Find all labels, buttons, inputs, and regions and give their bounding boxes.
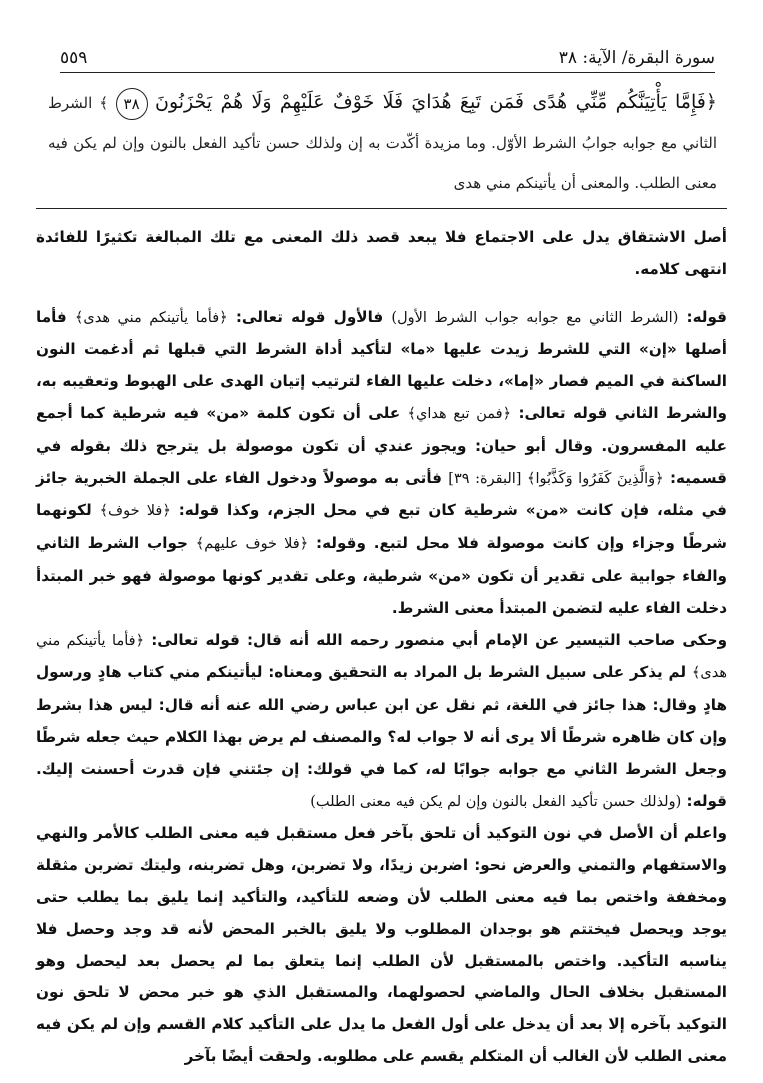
paragraph-text: لم يذكر على سبيل الشرط بل المراد به التحقيق ومعناه: ليأتينكم مني كتاب هادٍ ورسول هادٍ وقال: هذا جائز في اللغة، ثم نقل عن ابن عباس رضي الله عنه أنه قال: ليس هذا بشرط وإن كان ظاهره شرطًا ألا يرى أنه لا جواب له؟ والمصنف لم يرض بهذا الكلام حيث جعله شرطًا وجعل الشرط الثاني مع جوابه جوابًا له، كما في قولك: إن جئتني فإن قدرت أحسنت إليك. xyxy=(36,663,727,778)
paragraph-text: فأما أصلها «إن» التي للشرط زيدت عليها «ما» لتأكيد أداة الشرط التي قبلها ثم أدغمت النون الساكنة في الميم فصار «إما»، دخلت عليها الفاء لترتيب إتيان الهدى على الهبوط وتعقيبه به، والشرط الثاني قوله تعالى: xyxy=(36,307,727,422)
paragraph-text: لكونهما شرطًا وجزاء وإن كانت موصولة فلا محل لتبع. وقوله: xyxy=(36,501,727,553)
paragraph-text: فأتى به موصولاً ودخول الفاء على الجملة الخبرية جائز في مثله، فإن كانت «من» شرطية كان تبع في محل الجزم، وكذا قوله: xyxy=(36,468,727,520)
commentary-paragraph-3 xyxy=(36,625,727,819)
quran-quote: ﴿فأما يأتينكم مني هدى﴾ xyxy=(36,632,727,682)
qawluhu-label: قوله: xyxy=(678,307,727,326)
page-number: ٥٥٩ xyxy=(60,48,88,68)
quoted-text: (الشرط الثاني مع جوابه جواب الشرط الأول) xyxy=(391,309,679,326)
ayah-number-marker: ٣٨ xyxy=(116,88,148,120)
surah-title: سورة البقرة/ الآية: ٣٨ xyxy=(558,48,715,68)
qawluhu-label: قوله: xyxy=(681,791,727,810)
commentary-body xyxy=(36,222,727,1073)
paragraph-text: وحكى صاحب التيسير عن الإمام أبي منصور رحمه الله أنه قال: قوله تعالى: xyxy=(144,630,728,649)
commentary-paragraph-1: أصل الاشتقاق يدل على الاجتماع فلا يبعد قصد ذلك المعنى مع تلك المبالغة تكثيرًا للفائدة انتهى كلامه. xyxy=(36,228,727,278)
quoted-text: (ولذلك حسن تأكيد الفعل بالنون وإن لم يكن فيه معنى الطلب) xyxy=(310,793,682,810)
tafsir-line-2: حسن تأكيد الفعل بالنون وإن لم يكن فيه معنى الطلب. والمعنى أن يأتينكم مني هدى xyxy=(48,134,717,192)
quran-quote: ﴿فأما يأتينكم مني هدى﴾ xyxy=(74,309,228,326)
paragraph-text: فالأول قوله تعالى: xyxy=(227,307,392,326)
paragraph-text: جواب الشرط الثاني والفاء جوابية على تقدير أن تكون «من» شرطية، وعلى تقدير كونها موصولة فهو خبر المبتدأ دخلت الفاء عليه لتضمن المبتدأ معنى الشرط. xyxy=(36,534,727,617)
section-divider xyxy=(36,208,727,209)
quran-verse-block xyxy=(48,82,717,203)
tafsir-line-1: ﴾ الشرط الثاني مع جوابه جوابُ الشرط الأوّل. وما مزيدة أكّدت به إن ولذلك xyxy=(48,94,718,152)
quran-verse-text: ﴿فَإِمَّا يَأْتِيَنَّكُم مِّنِّي هُدًى فَمَن تَبِعَ هُدَايَ فَلَا خَوْفٌ عَلَيْهِمْ وَلَا هُمْ يَحْزَنُونَ xyxy=(155,91,717,113)
commentary-paragraph-4: واعلم أن الأصل في نون التوكيد أن تلحق بآخر فعل مستقبل فيه معنى الطلب كالأمر والنهي والاستفهام والتمني والعرض نحو: اضربن زيدًا، ولا تضربن، وهل تضربنه، وليتك تضربن مثقلة ومخففة واختص بما فيه معنى الطلب لأن وضعه للتأكيد، والتأكيد إنما يليق بما يطلب حتى يوجد ويحصل فيختتم هو بوجدان المطلوب ولا يليق بالخبر المحض لأنه قد وجد وحصل فلا يناسبه التأكيد. واختص بالمستقبل لأن الطلب إنما يتعلق بما لم يحصل بعد ليحصل وهو المستقبل بخلاف الحال والماضي لحصولهما، والمستقبل الذي هو خبر محض لا تلحق نون التوكيد بآخره إلا بعد أن يدخل على أول الفعل ما يدل على التأكيد كلام القسم وإن لم يكن فيه معنى الطلب لأن الغالب أن المتكلم يقسم على مطلوبه. ولحقت أيضًا بآخر xyxy=(36,824,727,1065)
page-header xyxy=(60,38,715,73)
paragraph-text: على أن تكون كلمة «من» فيه شرطية كما أجمع عليه المفسرون. وقال أبو حيان: ويجوز عندي أن تكون موصولة بل يترجح ذلك بقوله في قسميه: xyxy=(36,403,728,487)
quran-quote: ﴿فلا خوف عليهم﴾ xyxy=(195,536,309,553)
quran-quote: ﴿فمن تبع هداي﴾ xyxy=(407,405,512,422)
quran-quote: ﴿وَالَّذِينَ كَفَرُوا وَكَذَّبُوا﴾ [البقرة: ٣٩] xyxy=(448,470,664,487)
commentary-paragraph-2 xyxy=(36,302,727,625)
quran-quote: ﴿فلا خوف﴾ xyxy=(99,503,171,520)
